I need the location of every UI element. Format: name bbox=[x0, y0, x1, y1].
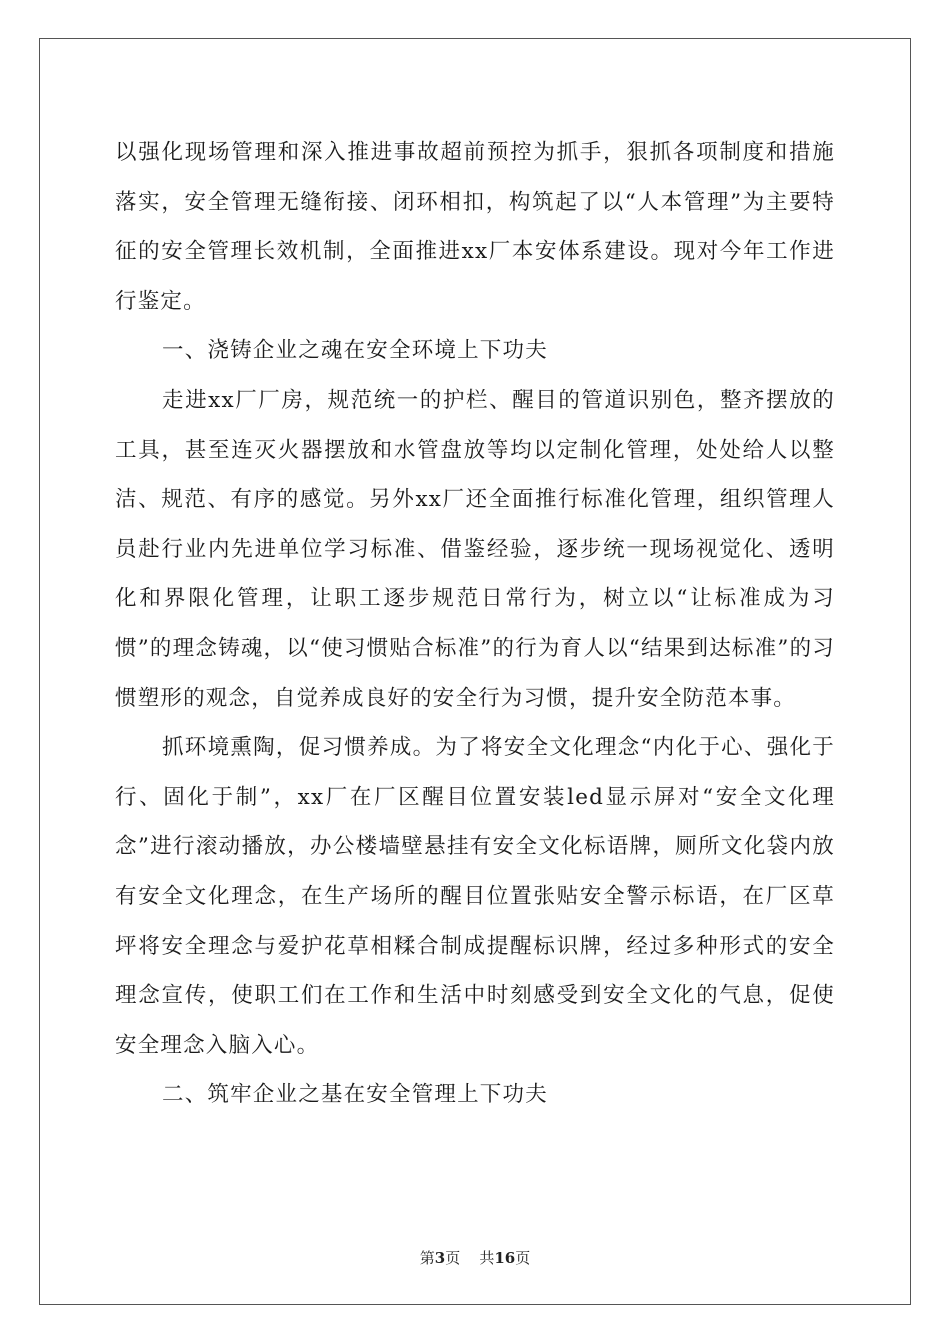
total-suffix: 页 bbox=[515, 1249, 531, 1267]
section-heading-1: 一、浇铸企业之魂在安全环境上下功夫 bbox=[162, 338, 548, 364]
page-number: 3 bbox=[434, 1249, 446, 1267]
paragraph-culture: 抓环境熏陶，促习惯养成。为了将安全文化理念“内化于心、强化于行、固化于制”，xx厂在厂区醒目位置安装led显示屏对“安全文化理念”进行滚动播放，办公楼墙壁悬挂有安全文化标语牌，厕所文化袋内放有安全文化理念，在生产场所的醒目位置张贴安全警示标语，在厂区草坪将安全理念与爱护花草相糅合制成提醒标识牌，经过多种形式的安全理念宣传，使职工们在工作和生活中时刻感受到安全文化的气息，促使安全理念入脑入心。 bbox=[115, 735, 835, 1058]
page-suffix: 页 bbox=[445, 1249, 461, 1267]
page-prefix: 第 bbox=[419, 1249, 435, 1267]
paragraph-environment: 走进xx厂厂房，规范统一的护栏、醒目的管道识别色，整齐摆放的工具，甚至连灭火器摆放和水管盘放等均以定制化管理，处处给人以整洁、规范、有序的感觉。另外xx厂还全面推行标准化管理，组织管理人员赴行业内先进单位学习标准、借鉴经验，逐步统一现场视觉化、透明化和界限化管理，让职工逐步规范日常行为，树立以“让标准成为习惯”的理念铸魂，以“使习惯贴合标准”的行为育人以“结果到达标准”的习惯塑形的观念，自觉养成良好的安全行为习惯，提升安全防范本事。 bbox=[115, 387, 835, 711]
paragraph-intro: 以强化现场管理和深入推进事故超前预控为抓手，狠抓各项制度和措施落实，安全管理无缝衔接、闭环相扣，构筑起了以“人本管理”为主要特征的安全管理长效机制，全面推进xx厂本安体系建设。现对今年工作进行鉴定。 bbox=[115, 140, 835, 314]
document-body bbox=[115, 128, 835, 1120]
total-pages: 16 bbox=[494, 1249, 516, 1267]
total-prefix: 共 bbox=[479, 1249, 495, 1267]
section-heading-2: 二、筑牢企业之基在安全管理上下功夫 bbox=[162, 1082, 548, 1108]
page-footer bbox=[0, 1247, 950, 1268]
